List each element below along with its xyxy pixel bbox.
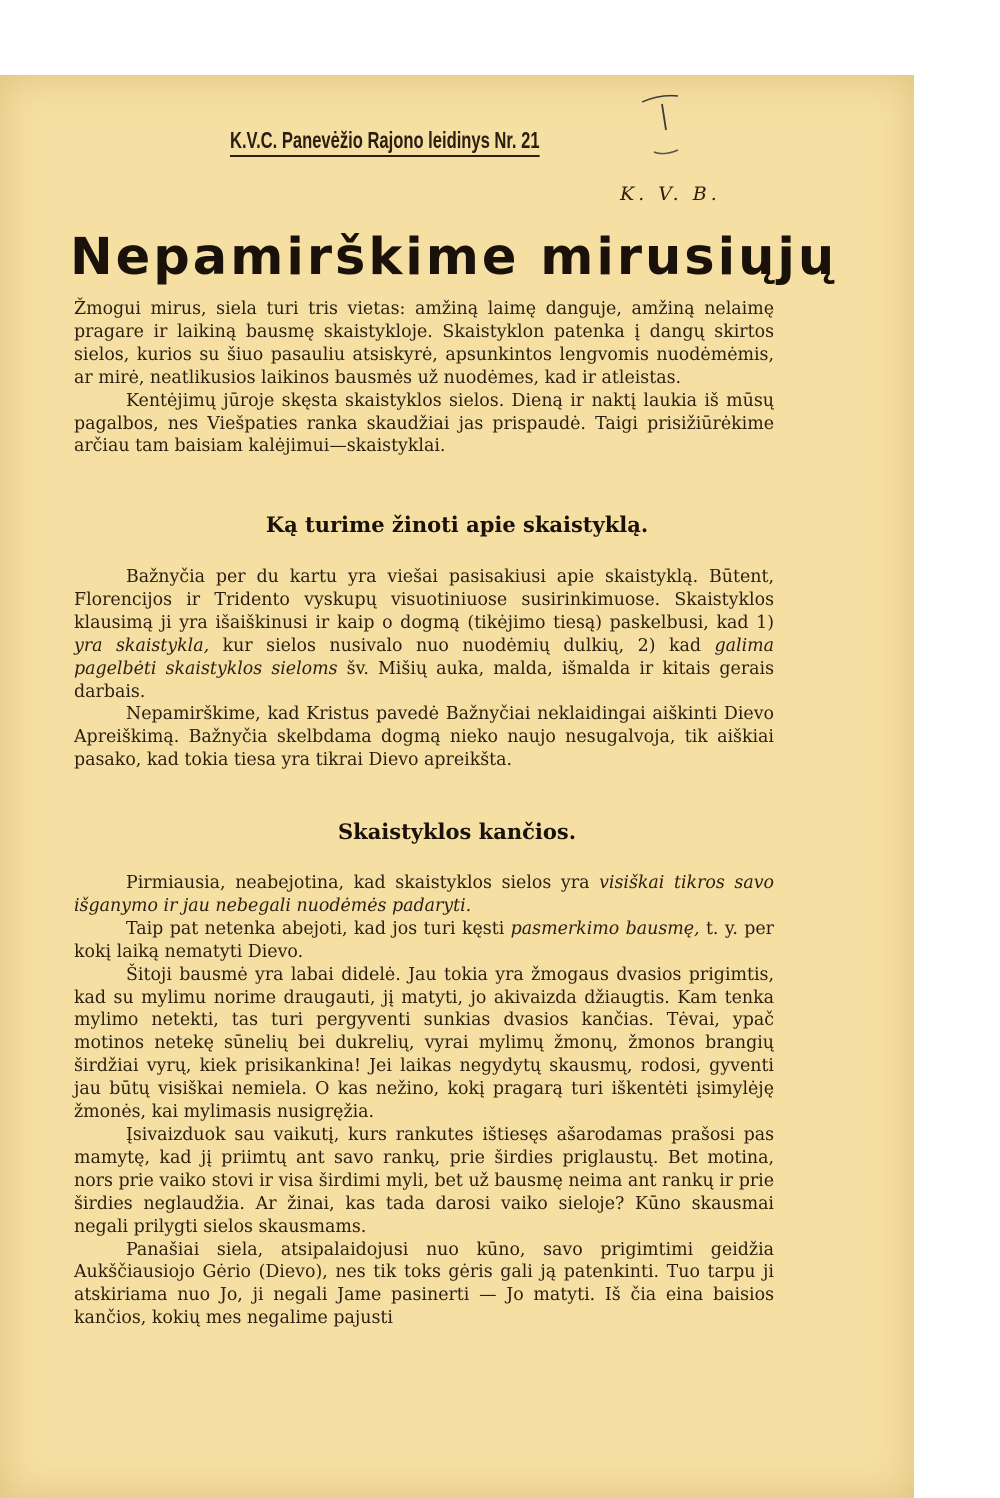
section1-paragraph-1	[74, 566, 774, 703]
kvb-label: K. V. B.	[620, 183, 721, 205]
section1-paragraph-2: Nepamirškime, kad Kristus pavedė Bažnyčiai neklaidingai aiškinti Dievo Apreiškimą. Bažnyčia skelbdama dogmą nieko naujo nesugalvoja, tik aiškiai pasako, kad tokia tiesa yra tikrai Dievo apreikšta.	[74, 704, 774, 771]
text-run: šv. Mišių auka, malda, išmalda ir kitais gerais darbais.	[74, 658, 774, 702]
series-header: K.V.C. Panevėžio Rajono leidinys Nr. 21	[230, 127, 540, 157]
intro-text	[74, 298, 774, 458]
text-run: Pirmiausia, neabejotina, kad skaistyklos sielos yra	[126, 873, 600, 893]
handwritten-mark	[640, 90, 680, 160]
emphasis-run: visiškai tikros savo išganymo ir jau nebegali nuodėmės padaryti.	[74, 873, 774, 916]
text-run: kur sielos nusivalo nuo nuodėmių dulkių, 2) kad	[209, 635, 715, 656]
page-title: Nepamirškime mirusiųjų	[70, 228, 838, 287]
section2-paragraph-1	[74, 872, 774, 918]
emphasis-run: galima pagelbėti skaistyklos sieloms	[74, 635, 774, 679]
emphasis-run: yra skaistykla,	[74, 635, 210, 656]
section1-text	[74, 566, 774, 772]
section2-paragraph-4: Įsivaizduok sau vaikutį, kurs rankutes ištiesęs ašarodamas prašosi pas mamytę, kad jį priimtų ant savo rankų, prie širdies priglaustų. Bet motina, nors prie vaiko stovi ir visa širdimi myli, bet už bausmę neima ant rankų ir prie širdies neglaudžia. Ar žinai, kas tada darosi vaiko sieloje? Kūno skausmai negali prilygti sielos skausmams.	[74, 1124, 774, 1237]
section2-paragraph-3: Šitoji bausmė yra labai didelė. Jau tokia yra žmogaus dvasios prigimtis, kad su mylimu norime draugauti, jį matyti, jo akivaizda džiaugtis. Kam tenka mylimo netekti, tas turi pergyventi sunkias dvasios kančias. Tėvai, ypač motinos netekę sūnelių bei dukrelių, vyrai mylimų žmonų, žmonos brangių širdžiai vyrų, kiek prisikankina! Jei laikas negydytų skausmų, rodosi, gyventi jau būtų visiškai nemiela. O kas nežino, kokį pragarą turi iškentėti įsimylėję žmonės, kai mylimasis nusigręžia.	[74, 964, 774, 1123]
text-run: Bažnyčia per du kartu yra viešai pasisakiusi apie skaistyklą. Būtent, Florencijos ir Tridento vyskupų visuotiniuose susirinkimuose. Skaistyklos klausimą ji yra išaiškinusi ir kaip o dogmą (tikėjimo tiesą) paskelbusi, kad 1)	[74, 567, 774, 633]
section-heading-2: Skaistyklos kančios.	[337, 819, 577, 844]
section-heading-1: Ką turime žinoti apie skaistyklą.	[265, 512, 649, 537]
section2-paragraph-2	[74, 918, 774, 964]
text-run: Taip pat netenka abejoti, kad jos turi kęsti	[126, 918, 511, 939]
section2-text	[74, 872, 774, 1330]
emphasis-run: pasmerkimo bausmę,	[510, 918, 700, 939]
text-run: t. y. per kokį laiką nematyti Dievo.	[74, 918, 774, 962]
intro-paragraph-1: Žmogui mirus, siela turi tris vietas: amžiną laimę danguje, amžiną nelaimę pragare ir laikiną bausmę skaistykloje. Skaistyklon patenka į dangų skirtos sielos, kurios su šiuo pasauliu atsiskyrė, apsunkintos lengvomis nuodėmėmis, ar mirė, neatlikusios laikinos bausmės už nuodėmes, kad ir atleistas.	[74, 299, 774, 388]
section2-paragraph-5: Panašiai siela, atsipalaidojusi nuo kūno, savo prigimtimi geidžia Aukščiausiojo Gėrio (Dievo), nes tik toks gėris gali ją patenkinti. Tuo tarpu ji atskiriama nuo Jo, ji negali Jame pasinerti — Jo matyti. Iš čia eina baisios kančios, kokių mes negalime pajusti	[74, 1239, 774, 1329]
intro-paragraph-2: Kentėjimų jūroje skęsta skaistyklos sielos. Dieną ir naktį laukia iš mūsų pagalbos, nes Viešpaties ranka skaudžiai jas prispaudė. Taigi prisižiūrėkime arčiau tam baisiam kalėjimui—skaistyklai.	[74, 390, 774, 457]
